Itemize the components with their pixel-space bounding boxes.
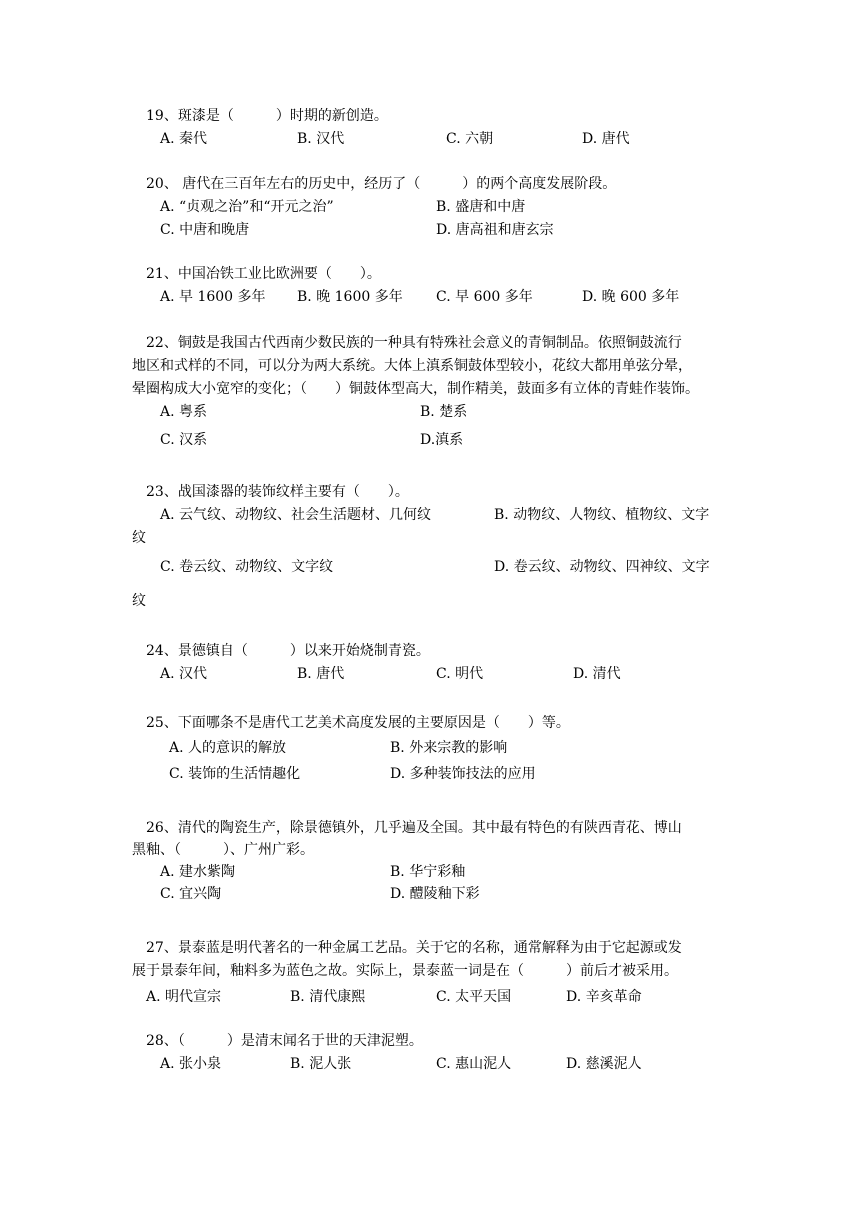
question-stem: 24、景德镇自（ ）以来开始烧制青瓷。 [146,643,430,659]
option-d: D. 唐高祖和唐玄宗 [436,222,554,238]
option-a: A. 汉代 [160,666,208,682]
question-stem: 23、战国漆器的装饰纹样主要有（ ）。 [146,484,409,500]
option-b: B. 泥人张 [290,1056,352,1072]
question-stem: 20、 唐代在三百年左右的历史中，经历了（ ）的两个高度发展阶段。 [146,176,617,192]
option-a: A. 粤系 [160,404,208,420]
question-stem-line: 26、清代的陶瓷生产，除景德镇外，几乎遍及全国。其中最有特色的有陕西青花、博山 [146,820,682,836]
question-stem-line: 22、铜鼓是我国古代西南少数民族的一种具有特殊社会意义的青铜制品。依照铜鼓流行 [146,335,682,351]
option-a: A. 云气纹、动物纹、社会生活题材、几何纹 [160,507,432,523]
option-b: B. 楚系 [420,404,468,420]
option-d-wrap: 纹 [132,593,146,609]
option-d: D. 唐代 [582,131,630,147]
option-d: D. 卷云纹、动物纹、四神纹、文字 [494,559,710,575]
option-b-wrap: 纹 [132,530,146,546]
option-d: D. 多种装饰技法的应用 [390,766,536,782]
option-c: C. 中唐和晚唐 [160,222,250,238]
question-stem-line: 晕圈构成大小宽窄的变化；（ ）铜鼓体型高大，制作精美，鼓面多有立体的青蛙作装饰。 [132,381,699,397]
option-d: D. 清代 [573,666,621,682]
option-b: B. 外来宗教的影响 [390,740,508,756]
option-c: C. 太平天国 [436,989,512,1005]
option-d: D. 慈溪泥人 [566,1056,642,1072]
question-stem: 19、斑漆是（ ）时期的新创造。 [146,108,388,124]
question-stem-line: 地区和式样的不同，可以分为两大系统。大体上滇系铜鼓体型较小，花纹大都用单弦分晕， [132,358,692,374]
option-a: A. 建水紫陶 [160,864,236,880]
option-c: C. 六朝 [446,131,494,147]
option-a: A. 秦代 [160,131,208,147]
option-b: B. 唐代 [297,666,345,682]
option-d: D. 晚 600 多年 [582,289,680,305]
question-stem-line: 展于景泰年间，釉料多为蓝色之故。实际上，景泰蓝一词是在（ ）前后才被采用。 [132,963,678,979]
option-c: C. 装饰的生活情趣化 [169,766,301,782]
option-c: C. 卷云纹、动物纹、文字纹 [160,559,334,575]
option-c: C. 惠山泥人 [436,1056,512,1072]
option-b: B. 盛唐和中唐 [436,199,526,215]
option-c: C. 汉系 [160,432,208,448]
question-stem-line: 27、景泰蓝是明代著名的一种金属工艺品。关于它的名称，通常解释为由于它起源或发 [146,940,682,956]
option-b: B. 华宁彩釉 [390,864,466,880]
option-d: D.滇系 [420,432,464,448]
option-a: A. 张小泉 [160,1056,222,1072]
question-stem: 25、下面哪条不是唐代工艺美术高度发展的主要原因是（ ）等。 [146,715,570,731]
option-a: A. 明代宣宗 [146,989,222,1005]
question-stem: 21、中国冶铁工业比欧洲要（ ）。 [146,266,381,282]
option-a: A. 人的意识的解放 [169,740,287,756]
question-stem: 28、（ ）是清末闻名于世的天津泥塑。 [146,1033,423,1049]
option-b: B. 汉代 [297,131,345,147]
option-d: D. 醴陵釉下彩 [390,886,480,902]
option-a: A. “贞观之治”和“开元之治” [160,199,334,215]
option-c: C. 早 600 多年 [436,289,533,305]
option-a: A. 早 1600 多年 [160,289,266,305]
option-b: B. 晚 1600 多年 [297,289,403,305]
question-stem-line: 黑釉、（ ）、广州广彩。 [132,842,314,858]
option-b: B. 动物纹、人物纹、植物纹、文字 [494,507,710,523]
option-c: C. 宜兴陶 [160,886,222,902]
option-c: C. 明代 [436,666,484,682]
option-d: D. 辛亥革命 [566,989,642,1005]
option-b: B. 清代康熙 [290,989,366,1005]
